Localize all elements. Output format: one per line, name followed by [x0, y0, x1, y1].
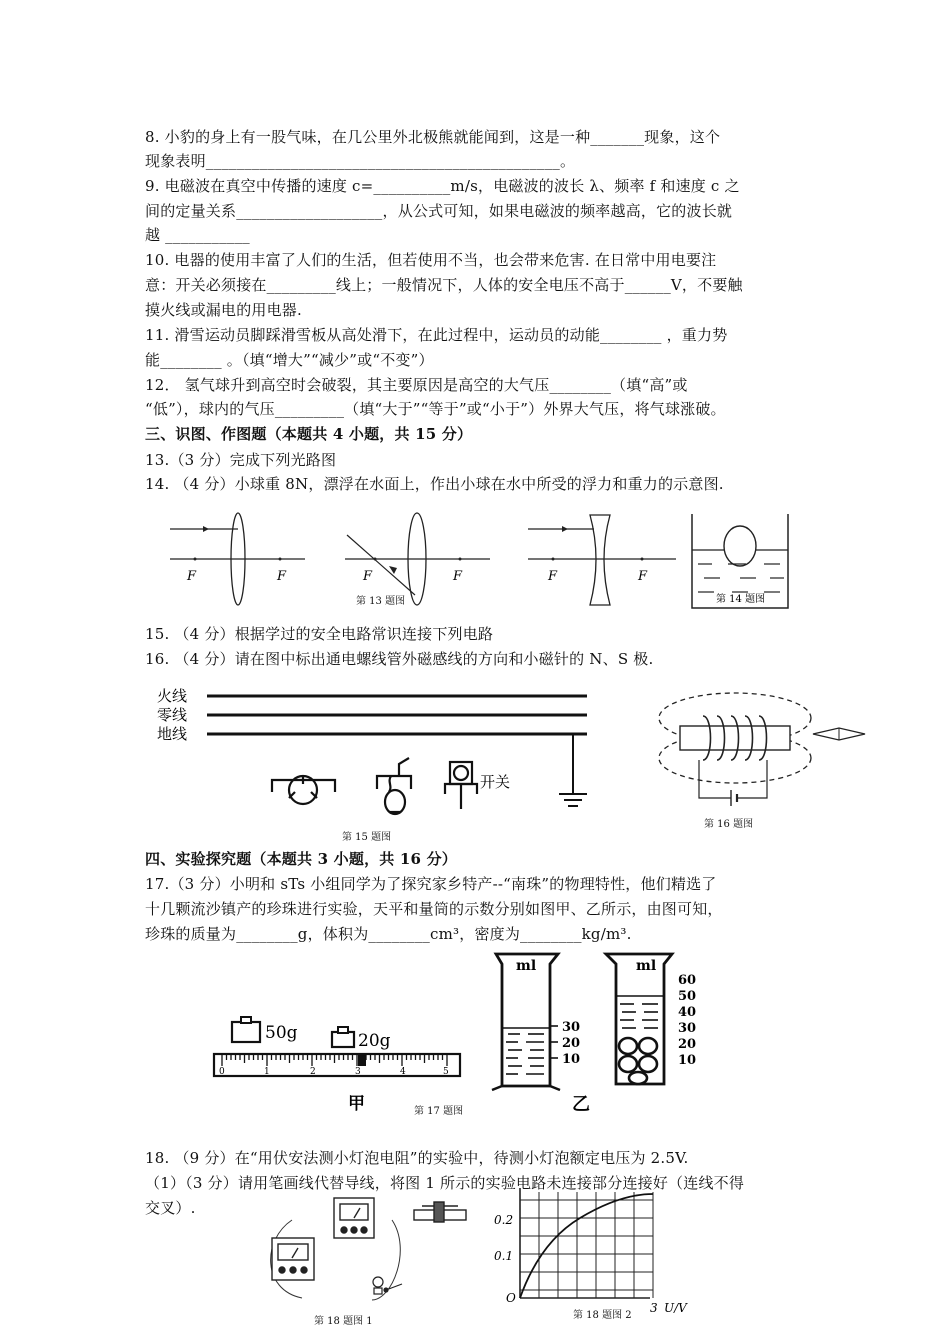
q17-line1: 17.（3 分）小明和 sTs 小组同学为了探究家乡特产--“南珠”的物理特性，他们精选了 [145, 875, 717, 893]
ground-wire-label: 地线 [157, 725, 188, 743]
q11-line1: 11. 滑雪运动员脚踩滑雪板从高处滑下，在此过程中，运动员的动能________ ，重力势 [145, 326, 728, 344]
svg-text:30: 30 [562, 1020, 581, 1035]
q18-line2: （1）（3 分）请用笔画线代替导线，将图 1 所示的实验电路未连接部分连接好（连线不得 [145, 1174, 745, 1192]
switch-icon [445, 762, 477, 809]
voltmeter-icon [272, 1238, 314, 1280]
section3-heading: 三、识图、作图题（本题共 4 小题，共 15 分） [145, 425, 473, 443]
svg-text:40: 40 [678, 1005, 697, 1020]
fig17-caption: 第 17 题图 [414, 1106, 464, 1117]
mass-20g-label: 20g [358, 1031, 391, 1051]
fig13-focus-label-4: F [453, 569, 463, 584]
fig17-balance [210, 1012, 465, 1112]
svg-text:乙: 乙 [572, 1094, 590, 1115]
svg-text:0: 0 [219, 1067, 225, 1077]
svg-text:50: 50 [678, 989, 697, 1004]
fig17-cylinder-a [488, 950, 598, 1092]
fig16-solenoid [655, 690, 870, 810]
q9-line1: 9. 电磁波在真空中传播的速度 c=__________m/s，电磁波的波长 λ、频率 f 和速度 c 之 [145, 177, 740, 195]
fig18-circuit [262, 1190, 487, 1310]
fig14-caption: 第 14 题图 [716, 594, 766, 605]
fig14-beaker [688, 512, 793, 612]
fig13-focus-label-1: F [187, 569, 197, 584]
graph-y-0-2: 0.2 [494, 1213, 514, 1227]
live-wire-label: 火线 [157, 687, 188, 705]
fig13-focus-label-3: F [363, 569, 373, 584]
svg-text:ml: ml [636, 958, 657, 974]
mass-50g-label: 50g [265, 1023, 298, 1043]
neutral-wire-label: 零线 [157, 706, 188, 724]
svg-text:10: 10 [562, 1052, 581, 1067]
fig13-concave-lens [528, 510, 678, 610]
fig15-caption: 第 15 题图 [342, 832, 392, 843]
fig13-focus-label-6: F [638, 569, 648, 584]
label-yi [570, 1088, 610, 1118]
svg-text:2: 2 [310, 1067, 316, 1077]
svg-text:20: 20 [678, 1037, 697, 1052]
graph-x-3: 3 [650, 1301, 658, 1315]
fig18-graph [490, 1172, 705, 1324]
switch-label: 开关 [480, 773, 511, 791]
label-jia: 甲 [348, 1094, 365, 1114]
switch-knife-icon [384, 1284, 402, 1292]
fig16-caption: 第 16 题图 [704, 819, 754, 830]
graph-y-0-1: 0.1 [494, 1249, 514, 1263]
q15: 15. （4 分）根据学过的安全电路常识连接下列电路 [145, 625, 494, 643]
q8-line2: 现象表明______________________________________________。 [145, 152, 576, 170]
q16: 16. （4 分）请在图中标出通电螺线管外磁感线的方向和小磁针的 N、S 极. [145, 650, 654, 668]
svg-text:30: 30 [678, 1021, 697, 1036]
bulb-icon [373, 1277, 383, 1294]
fig17-cylinder-b [598, 950, 708, 1102]
q12-line2: “低”），球内的气压_________（填“大于”“等于”或“小于”）外界大气压，将气球涨破。 [145, 400, 726, 418]
q9-line2: 间的定量关系___________________，从公式可知，如果电磁波的频率越高，它的波长就 [145, 202, 733, 220]
q18-line1: 18. （9 分）在“用伏安法测小灯泡电阻”的实验中，待测小灯泡额定电压为 2.5V. [145, 1149, 689, 1167]
fig13-focus-label-5: F [548, 569, 558, 584]
q17-line2: 十几颗流沙镇产的珍珠进行实验，天平和量筒的示数分别如图甲、乙所示，由图可知， [145, 900, 723, 918]
q14: 14. （4 分）小球重 8N，漂浮在水面上，作出小球在水中所受的浮力和重力的示意图. [145, 475, 724, 493]
q18-line3: 交叉）. [145, 1199, 196, 1217]
fig13-convex-lens-1 [165, 510, 310, 610]
q8-line1: 8. 小豹的身上有一股气味，在几公里外北极熊就能闻到，这是一种_______现象，这个 [145, 128, 721, 146]
fig18-1-caption: 第 18 题图 1 [314, 1316, 373, 1327]
q12-line1: 12． 氢气球升到高空时会破裂，其主要原因是高空的大气压________（填“高”或 [145, 376, 688, 394]
q10-line1: 10. 电器的使用丰富了人们的生活，但若使用不当，也会带来危害. 在日常中用电要注 [145, 251, 717, 269]
q10-line3: 摸火线或漏电的用电器. [145, 301, 302, 319]
rheostat-icon [414, 1202, 466, 1222]
fig13-focus-label-2: F [277, 569, 287, 584]
svg-text:10: 10 [678, 1053, 697, 1068]
ammeter-icon [334, 1198, 374, 1238]
svg-text:5: 5 [443, 1067, 449, 1077]
svg-text:60: 60 [678, 973, 697, 988]
graph-origin: O [506, 1291, 516, 1305]
svg-text:ml: ml [516, 958, 537, 974]
q11-line2: 能________ 。（填“增大”“减少”或“不变”） [145, 351, 434, 369]
q10-line2: 意：开关必须接在_________线上；一般情况下，人体的安全电压不高于______V，不要触 [145, 276, 743, 294]
fig13-caption: 第 13 题图 [356, 596, 406, 607]
fig15-circuit [155, 684, 595, 844]
fig18-2-caption: 第 18 题图 2 [573, 1310, 632, 1321]
graph-x-axis-label: U/V [664, 1301, 687, 1315]
svg-text:4: 4 [400, 1067, 406, 1077]
lamp-icon [377, 758, 411, 814]
svg-text:20: 20 [562, 1036, 581, 1051]
q9-line3: 越 ___________ [145, 226, 250, 244]
q17-line3: 珍珠的质量为________g，体积为________cm³，密度为________kg/m³. [145, 925, 632, 943]
svg-text:3: 3 [355, 1067, 361, 1077]
socket-icon [272, 776, 335, 804]
section4-heading: 四、实验探究题（本题共 3 小题，共 16 分） [145, 850, 458, 868]
q13: 13.（3 分）完成下列光路图 [145, 451, 337, 469]
svg-text:1: 1 [264, 1067, 270, 1077]
